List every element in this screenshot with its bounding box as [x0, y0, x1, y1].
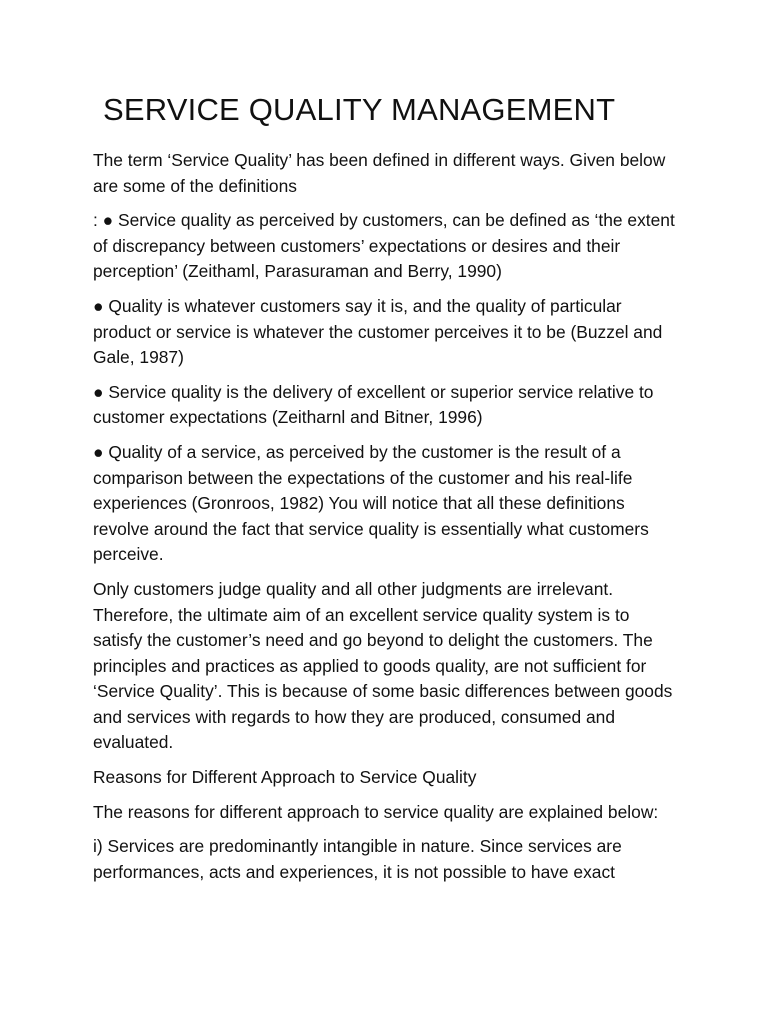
- paragraph-definition-3: ● Service quality is the delivery of excellent or superior service relative to customer expectations (Zeitharnl and Bitner, 1996): [93, 381, 654, 428]
- paragraph-customers-judge: Only customers judge quality and all other judgments are irrelevant. Therefore, the ultimate aim of an excellent service quality system is to satisfy the customer’s need and go beyond to delight the customers. The principles and practices as applied to goods quality, are not sufficient for ‘Service Quality’. This is because of some basic differences between goods and services with regards to how they are produced, consumed and evaluated.: [93, 578, 673, 753]
- paragraph-definition-1: : ● Service quality as perceived by customers, can be defined as ‘the extent of discrepancy between customers’ expectations or desires and their perception’ (Zeithaml, Parasuraman and Berry, 1990): [93, 210, 675, 282]
- paragraph-intro: The term ‘Service Quality’ has been defined in different ways. Given below are some of the definitions: [93, 150, 666, 196]
- paragraph-definition-4: ● Quality of a service, as perceived by the customer is the result of a comparison between the expectations of the customer and his real-life experiences (Gronroos, 1982) You will notice that all these definitions revolve around the fact that service quality is essentially what customers perceive.: [93, 441, 649, 565]
- document-title: SERVICE QUALITY MANAGEMENT: [103, 92, 616, 127]
- section-heading-reasons: Reasons for Different Approach to Service Quality: [93, 767, 477, 788]
- paragraph-reasons-intro: The reasons for different approach to service quality are explained below:: [93, 801, 659, 822]
- paragraph-definition-2: ● Quality is whatever customers say it is, and the quality of particular product or service is whatever the customer perceives it to be (Buzzel and Gale, 1987): [93, 295, 663, 368]
- paragraph-reason-1: i) Services are predominantly intangible in nature. Since services are performances, acts and experiences, it is not possible to have exact: [93, 836, 622, 882]
